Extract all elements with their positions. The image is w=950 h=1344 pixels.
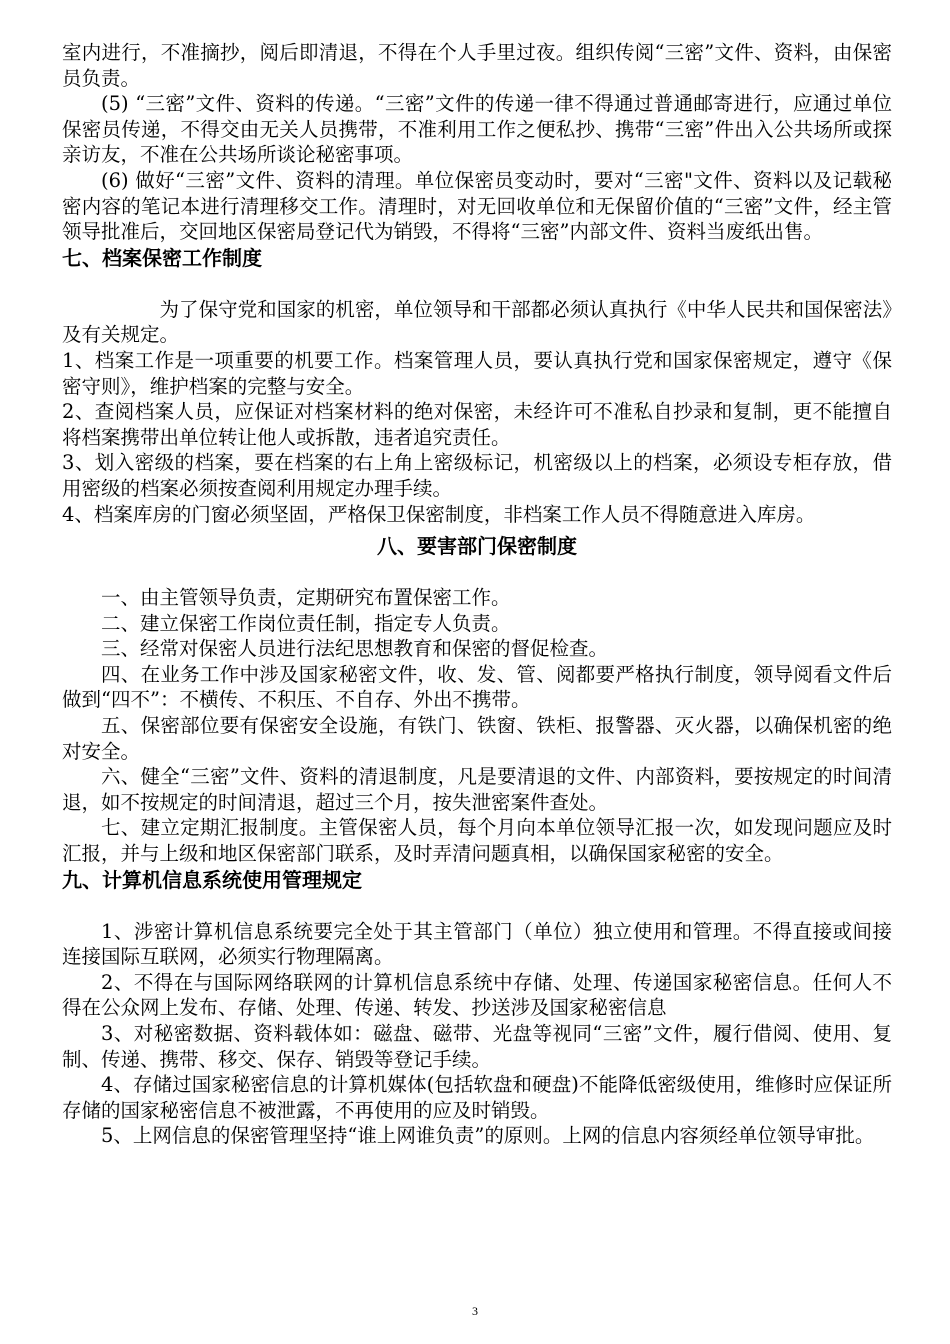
list-item: 2、查阅档案人员，应保证对档案材料的绝对保密，未经许可不准私自抄录和复制，更不能擅自将档案携带出单位转让他人或拆散，违者追究责任。: [62, 400, 892, 449]
list-item: 二、建立保密工作岗位责任制，指定专人负责。: [101, 611, 511, 635]
list-item: 1、涉密计算机信息系统要完全处于其主管部门（单位）独立使用和管理。不得直接或间接连接国际互联网，必须实行物理隔离。: [62, 919, 892, 969]
list-item: 5、上网信息的保密管理坚持“谁上网谁负责”的原则。上网的信息内容须经单位领导审批。: [101, 1124, 875, 1148]
section-heading-archive-secrecy: 七、档案保密工作制度: [62, 245, 262, 270]
list-item: 2、不得在与国际网络联网的计算机信息系统中存储、处理、传递国家秘密信息。任何人不得在公众网上发布、存储、处理、传递、转发、抄送涉及国家秘密信息: [62, 970, 892, 1020]
section-heading-computer-systems: 九、计算机信息系统使用管理规定: [62, 867, 362, 892]
paragraph-item-5-transmission: (5) “三密”文件、资料的传递。“三密”文件的传递一律不得通过普通邮寄进行，应通过单位保密员传递，不得交由无关人员携带，不准利用工作之便私抄、携带“三密”件出入公共场所或探亲访友，不准在公共场所谈论秘密事项。: [62, 92, 892, 167]
list-item: 一、由主管领导负责，定期研究布置保密工作。: [101, 586, 511, 610]
list-item: 五、保密部位要有保密安全设施，有铁门、铁窗、铁柜、报警器、灭火器，以确保机密的绝对安全。: [62, 714, 892, 763]
section-heading-key-departments: 八、要害部门保密制度: [377, 534, 577, 559]
list-item: 四、在业务工作中涉及国家秘密文件，收、发、管、阅都要严格执行制度，领导阅看文件后做到“四不”：不横传、不积压、不自存、外出不携带。: [62, 662, 892, 712]
list-item: 4、存储过国家秘密信息的计算机媒体(包括软盘和硬盘)不能降低密级使用，维修时应保证所存储的国家秘密信息不被泄露，不再使用的应及时销毁。: [62, 1073, 892, 1122]
paragraph-item-6-cleanup: (6) 做好“三密”文件、资料的清理。单位保密员变动时，要对“三密"文件、资料以及记载秘密内容的笔记本进行清理移交工作。清理时，对无回收单位和无保留价值的“三密”文件，经主管领导批准后，交回地区保密局登记代为销毁，不得将“三密”内部文件、资料当废纸出售。: [62, 168, 892, 244]
list-item: 七、建立定期汇报制度。主管保密人员，每个月向本单位领导汇报一次，如发现问题应及时汇报，并与上级和地区保密部门联系，及时弄清问题真相，以确保国家秘密的安全。: [62, 816, 892, 866]
page-number: 3: [472, 1304, 478, 1318]
list-item: 六、健全“三密”文件、资料的清退制度，凡是要清退的文件、内部资料，要按规定的时间清退，如不按规定的时间清退，超过三个月，按失泄密案件查处。: [62, 765, 892, 814]
list-item: 1、档案工作是一项重要的机要工作。档案管理人员，要认真执行党和国家保密规定，遵守《保密守则》，维护档案的完整与安全。: [62, 348, 892, 398]
section-intro: 为了保守党和国家的机密，单位领导和干部都必须认真执行《中华人民共和国保密法》及有关规定。: [62, 297, 892, 347]
list-item: 3、划入密级的档案，要在档案的右上角上密级标记，机密级以上的档案，必须设专柜存放，借用密级的档案必须按查阅利用规定办理手续。: [62, 451, 892, 500]
document-page: [62, 40, 892, 1149]
list-item: 三、经常对保密人员进行法纪思想教育和保密的督促检查。: [101, 637, 609, 661]
list-item: 3、对秘密数据、资料载体如：磁盘、磁带、光盘等视同“三密”文件，履行借阅、使用、复制、传递、携带、移交、保存、销毁等登记手续。: [62, 1022, 892, 1071]
list-item: 4、档案库房的门窗必须坚固，严格保卫保密制度，非档案工作人员不得随意进入库房。: [62, 502, 816, 526]
paragraph-archive-pass: 室内进行，不准摘抄，阅后即清退，不得在个人手里过夜。组织传阅“三密”文件、资料，由保密员负责。: [62, 41, 892, 90]
